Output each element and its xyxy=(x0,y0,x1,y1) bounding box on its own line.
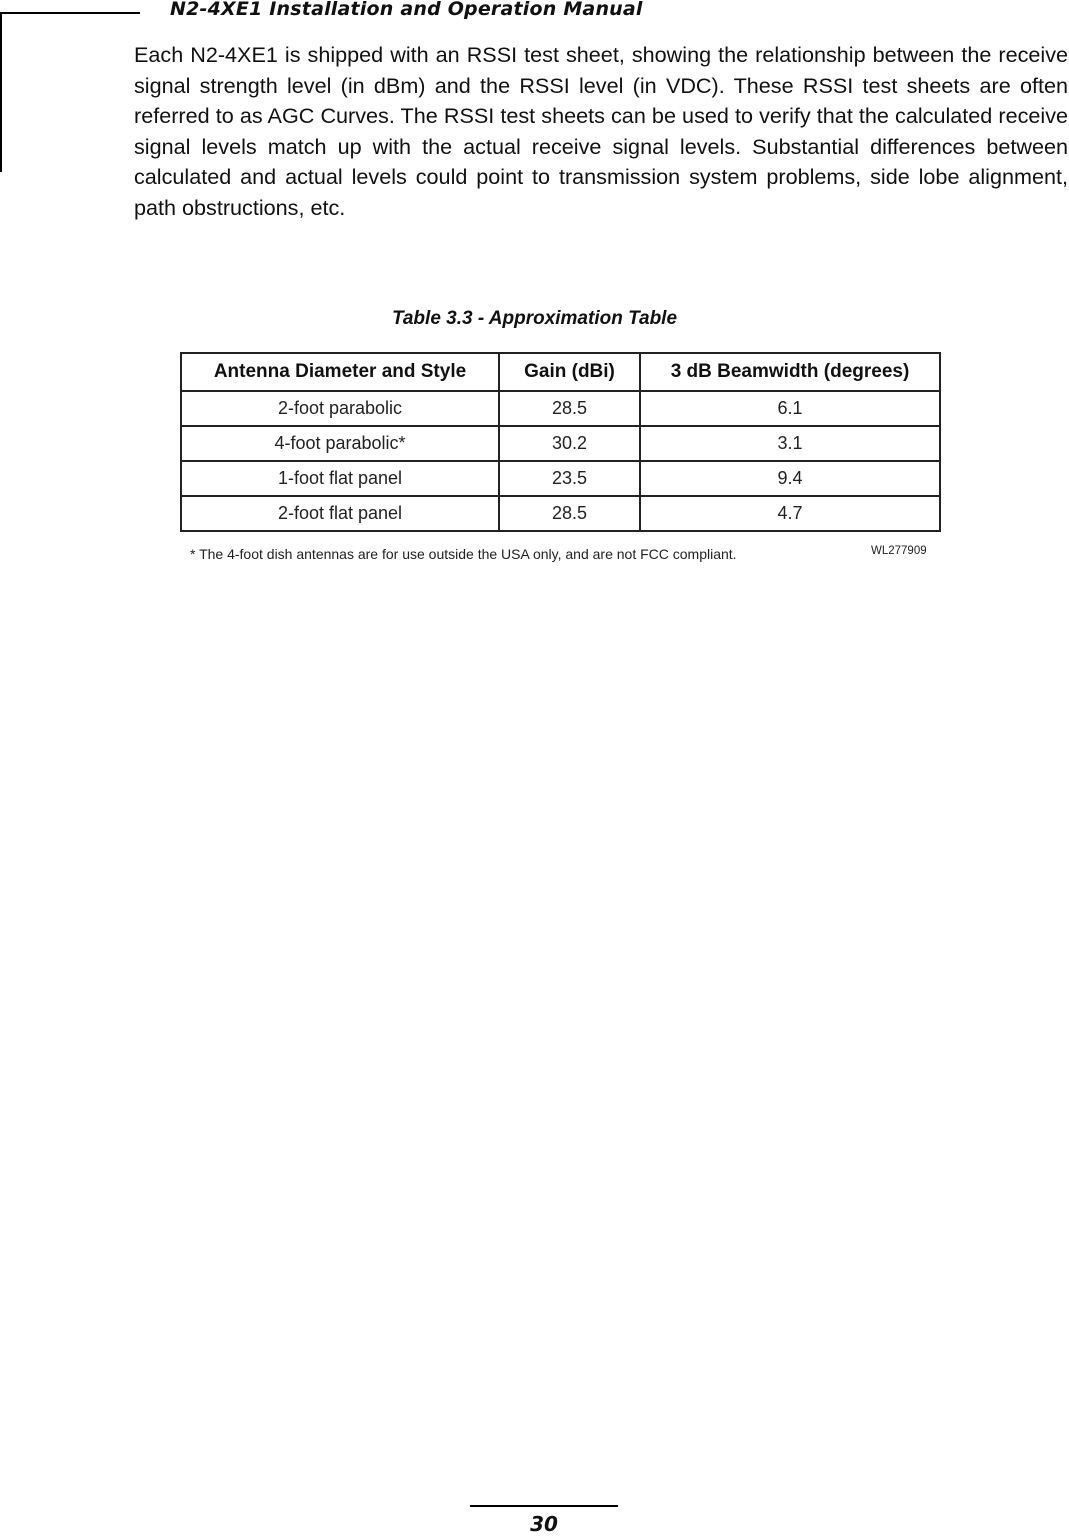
table-cell-gain: 30.2 xyxy=(499,426,640,461)
body-paragraph: Each N2-4XE1 is shipped with an RSSI test sheet, showing the relationship between the receive signal strength level (in dBm) and the RSSI level (in VDC). These RSSI test sheets are often referred to as AGC Curves. The RSSI test sheets can be used to verify that the calculated receive signal levels match up with the actual receive signal levels. Substantial differences between calculated and actual levels could point to transmission system problems, side lobe alignment, path obstructions, etc. xyxy=(134,42,1068,220)
table-row xyxy=(181,391,940,426)
table-cell-beamwidth: 9.4 xyxy=(640,461,940,496)
footer-rule xyxy=(470,1505,618,1507)
figure-code: WL277909 xyxy=(871,545,927,557)
table-row xyxy=(181,496,940,531)
table-header-row xyxy=(181,353,940,391)
column-header-antenna: Antenna Diameter and Style xyxy=(181,353,499,391)
manual-title: N2-4XE1 Installation and Operation Manual xyxy=(170,0,643,20)
column-header-beamwidth: 3 dB Beamwidth (degrees) xyxy=(640,353,940,391)
table-cell-gain: 28.5 xyxy=(499,391,640,426)
table-cell-beamwidth: 6.1 xyxy=(640,391,940,426)
table-cell-beamwidth: 4.7 xyxy=(640,496,940,531)
page-number: 30 xyxy=(530,1512,558,1536)
table-cell-antenna: 4-foot parabolic* xyxy=(181,426,499,461)
column-header-gain: Gain (dBi) xyxy=(499,353,640,391)
table-cell-beamwidth: 3.1 xyxy=(640,426,940,461)
table-cell-antenna: 2-foot flat panel xyxy=(181,496,499,531)
table-cell-antenna: 1-foot flat panel xyxy=(181,461,499,496)
table-caption: Table 3.3 - Approximation Table xyxy=(391,308,678,329)
approximation-table xyxy=(180,352,941,532)
table-footnote: * The 4-foot dish antennas are for use outside the USA only, and are not FCC compliant. xyxy=(190,546,737,562)
margin-rule xyxy=(0,12,2,172)
table-cell-gain: 28.5 xyxy=(499,496,640,531)
table-cell-gain: 23.5 xyxy=(499,461,640,496)
table-row xyxy=(181,461,940,496)
table-row xyxy=(181,426,940,461)
table-cell-antenna: 2-foot parabolic xyxy=(181,391,499,426)
header-rule xyxy=(0,12,140,14)
